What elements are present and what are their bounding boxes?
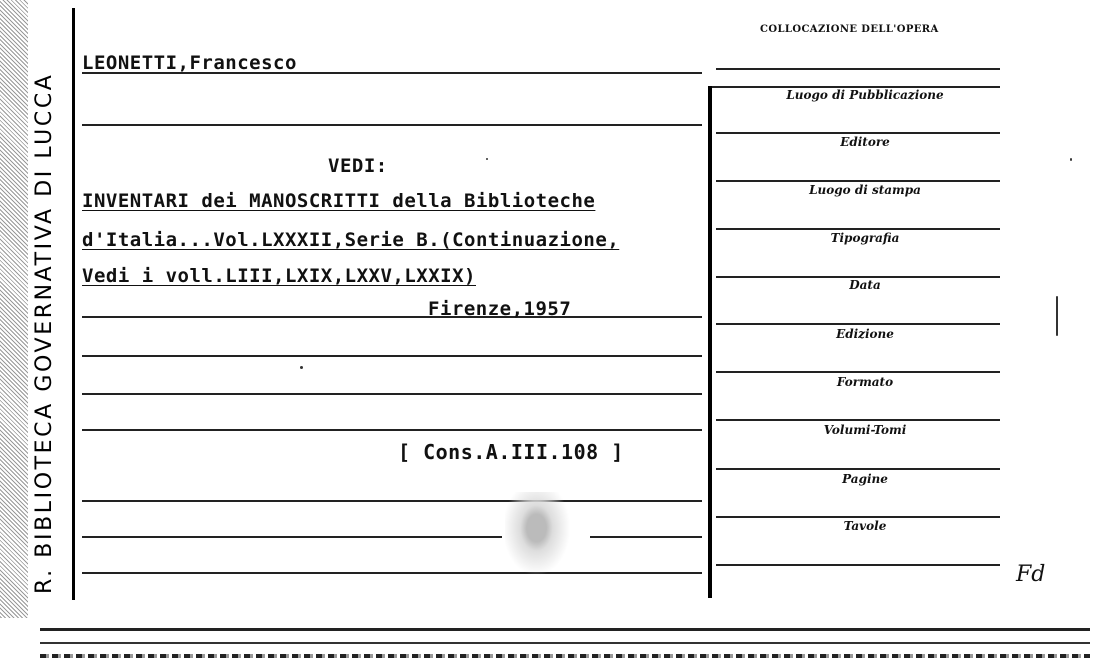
rule-line bbox=[82, 429, 702, 431]
field-volumi-tomi: Volumi-Tomi bbox=[823, 423, 907, 437]
speck bbox=[1056, 296, 1058, 336]
field-rule bbox=[716, 419, 1000, 421]
bottom-rule bbox=[40, 642, 1090, 644]
entry-line-2: d'Italia...Vol.LXXXII,Serie B.(Continuazione, bbox=[82, 229, 620, 251]
rule-line bbox=[590, 536, 702, 538]
field-rule bbox=[716, 132, 1000, 134]
field-rule bbox=[716, 516, 1000, 518]
field-luogo-stampa: Luogo di stampa bbox=[809, 183, 921, 197]
field-data: Data bbox=[849, 278, 881, 292]
side-band bbox=[0, 0, 28, 664]
rule-line bbox=[82, 355, 702, 357]
rule-line bbox=[82, 316, 702, 318]
rule-line bbox=[82, 572, 702, 574]
field-editore: Editore bbox=[840, 135, 890, 149]
shelfmark: [ Cons.A.III.108 ] bbox=[398, 440, 624, 464]
field-tipografia: Tipografia bbox=[830, 231, 900, 245]
author-heading: LEONETTI,Francesco bbox=[82, 52, 297, 74]
bottom-rule bbox=[40, 628, 1090, 631]
handwritten-initials: Fd bbox=[1016, 562, 1046, 587]
speck bbox=[1070, 158, 1072, 161]
rule-line bbox=[82, 393, 702, 395]
field-luogo-pubblicazione: Luogo di Pubblicazione bbox=[786, 88, 944, 102]
field-formato: Formato bbox=[836, 375, 894, 389]
field-rule bbox=[716, 68, 1000, 70]
field-rule bbox=[716, 468, 1000, 470]
stain bbox=[505, 492, 575, 582]
entry-line-3: Vedi i voll.LIII,LXIX,LXXV,LXXIX) bbox=[82, 265, 476, 287]
field-edizione: Edizione bbox=[836, 327, 894, 341]
library-name: R. BIBLIOTECA GOVERNATIVA DI LUCCA bbox=[32, 72, 57, 594]
see-label: VEDI: bbox=[328, 155, 388, 177]
field-rule bbox=[716, 564, 1000, 566]
field-rule bbox=[716, 228, 1000, 230]
column-divider bbox=[708, 86, 712, 598]
speck bbox=[486, 158, 488, 160]
entry-line-1: INVENTARI dei MANOSCRITTI della Biblioteche bbox=[82, 190, 596, 212]
field-rule bbox=[716, 371, 1000, 373]
place-year: Firenze,1957 bbox=[428, 298, 572, 320]
left-margin-rule bbox=[72, 8, 75, 600]
field-pagine: Pagine bbox=[842, 472, 888, 486]
field-rule bbox=[716, 323, 1000, 325]
bottom-rule bbox=[40, 654, 1090, 658]
field-rule bbox=[716, 180, 1000, 182]
column-title: COLLOCAZIONE DELL'OPERA bbox=[760, 24, 939, 35]
rule-line bbox=[82, 500, 702, 502]
rule-line bbox=[82, 124, 702, 126]
rule-line bbox=[82, 536, 502, 538]
speck bbox=[300, 366, 303, 369]
field-tavole: Tavole bbox=[843, 519, 887, 533]
